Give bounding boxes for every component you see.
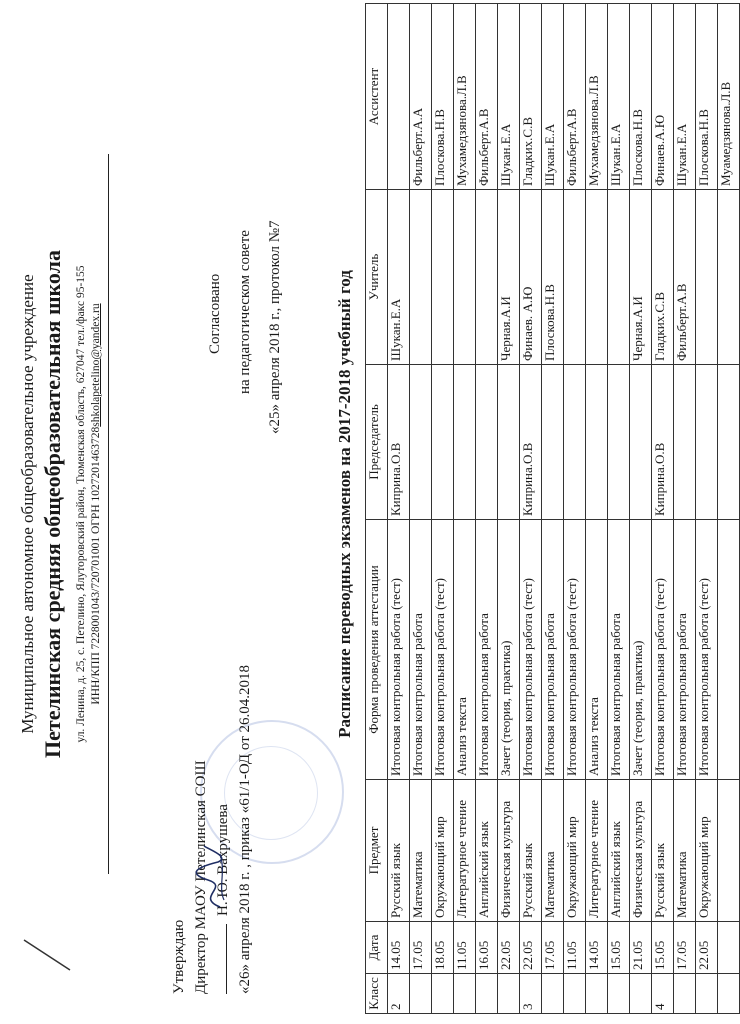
- cell-subject: [718, 780, 740, 922]
- cell-subject: Литературное чтение: [586, 780, 608, 922]
- table-row: [388, 4, 410, 1014]
- cell-assistant: Шукан.Е.А: [542, 4, 564, 190]
- cell-teacher: Плоскова.Н.В: [542, 190, 564, 365]
- cell-date: 22.05: [498, 922, 520, 974]
- cell-chair: [410, 365, 432, 520]
- cell-class: [586, 974, 608, 1014]
- cell-chair: [718, 365, 740, 520]
- table-row: [564, 4, 586, 1014]
- school-requisites: [90, 44, 102, 964]
- cell-form: Зачет (теория, практика): [498, 520, 520, 780]
- cell-subject: Математика: [542, 780, 564, 922]
- cell-chair: [564, 365, 586, 520]
- col-header-teacher: Учитель: [366, 190, 388, 365]
- cell-teacher: Шукан.Е.А: [388, 190, 410, 365]
- cell-form: Анализ текста: [454, 520, 476, 780]
- cell-teacher: [586, 190, 608, 365]
- cell-chair: [630, 365, 652, 520]
- table-row: [652, 4, 674, 1014]
- table-header-row: [366, 4, 388, 1014]
- cell-assistant: Шукан.Е.А: [608, 4, 630, 190]
- cell-class: [542, 974, 564, 1014]
- cell-subject: Окружающий мир: [564, 780, 586, 922]
- cell-form: Анализ текста: [586, 520, 608, 780]
- approval-order: «26» апреля 2018 г. , приказ «61/1-ОД от 26.04.2018: [237, 664, 253, 994]
- header-divider: [108, 154, 109, 874]
- cell-date: 22.05: [520, 922, 542, 974]
- cell-form: [718, 520, 740, 780]
- col-header-subject: Предмет: [366, 780, 388, 922]
- cell-chair: [454, 365, 476, 520]
- col-header-assistant: Ассистент: [366, 4, 388, 190]
- cell-chair: [542, 365, 564, 520]
- email-link[interactable]: shkolapetelino@yandex.ru: [90, 303, 102, 427]
- cell-chair: [432, 365, 454, 520]
- cell-subject: Русский язык: [520, 780, 542, 922]
- org-name: Муниципальное автономное общеобразовательное учреждение: [18, 274, 37, 734]
- cell-date: 15.05: [652, 922, 674, 974]
- cell-form: Зачет (теория, практика): [630, 520, 652, 780]
- cell-form: Итоговая контрольная работа (тест): [696, 520, 718, 780]
- cell-class: 4: [652, 974, 674, 1014]
- table-row: [476, 4, 498, 1014]
- table-body: [388, 4, 740, 1014]
- cell-assistant: Финаев.А.Ю: [652, 4, 674, 190]
- cell-date: [718, 922, 740, 974]
- approval-signer: Н. Ю. Вахрушева: [215, 804, 231, 916]
- cell-chair: Киприна.О.В: [388, 365, 410, 520]
- cell-date: 22.05: [696, 922, 718, 974]
- cell-form: Итоговая контрольная работа: [476, 520, 498, 780]
- cell-date: 15.05: [608, 922, 630, 974]
- cell-form: Итоговая контрольная работа (тест): [388, 520, 410, 780]
- cell-date: 17.05: [542, 922, 564, 974]
- cell-class: 2: [388, 974, 410, 1014]
- cell-form: Итоговая контрольная работа: [674, 520, 696, 780]
- cell-assistant: Шукан.Е.А: [674, 4, 696, 190]
- agreed-line2: «25» апреля 2018 г., протокол №7: [267, 220, 283, 434]
- table-row: [432, 4, 454, 1014]
- cell-class: [630, 974, 652, 1014]
- cell-teacher: [718, 190, 740, 365]
- agreed-line1: на педагогическом совете: [237, 230, 253, 394]
- pen-stroke: [20, 934, 80, 974]
- col-header-form: Форма проведения аттестации: [366, 520, 388, 780]
- col-header-chair: Председатель: [366, 365, 388, 520]
- cell-chair: [498, 365, 520, 520]
- cell-teacher: [476, 190, 498, 365]
- cell-teacher: Черная.А.И: [630, 190, 652, 365]
- cell-teacher: [608, 190, 630, 365]
- cell-chair: Киприна.О.В: [652, 365, 674, 520]
- cell-subject: Математика: [410, 780, 432, 922]
- table-row: [630, 4, 652, 1014]
- cell-class: [498, 974, 520, 1014]
- cell-class: [454, 974, 476, 1014]
- table-row: [454, 4, 476, 1014]
- exam-schedule-table: [365, 3, 740, 1014]
- cell-form: Итоговая контрольная работа (тест): [520, 520, 542, 780]
- cell-class: 3: [520, 974, 542, 1014]
- cell-chair: [674, 365, 696, 520]
- table-row: [608, 4, 630, 1014]
- cell-date: 21.05: [630, 922, 652, 974]
- cell-teacher: [454, 190, 476, 365]
- table-row: [498, 4, 520, 1014]
- cell-teacher: [432, 190, 454, 365]
- cell-date: 11.05: [454, 922, 476, 974]
- school-address: ул. Ленина, д. 25, с. Петелино, Ялуторовский район, Тюменская область, 627047 тел./факс 95-155: [75, 265, 87, 743]
- cell-subject: Математика: [674, 780, 696, 922]
- cell-form: Итоговая контрольная работа (тест): [652, 520, 674, 780]
- cell-class: [432, 974, 454, 1014]
- cell-class: [696, 974, 718, 1014]
- cell-assistant: Плоскова.Н.В: [696, 4, 718, 190]
- cell-assistant: Мухамедзянова.Л.В: [586, 4, 608, 190]
- cell-date: 11.05: [564, 922, 586, 974]
- cell-assistant: Фильберт.А.В: [564, 4, 586, 190]
- col-header-class: Класс: [366, 974, 388, 1014]
- cell-chair: Киприна.О.В: [520, 365, 542, 520]
- cell-teacher: [410, 190, 432, 365]
- cell-subject: Английский язык: [476, 780, 498, 922]
- cell-assistant: Мухамедзянова.Л.В: [454, 4, 476, 190]
- cell-assistant: Гладких.С.В: [520, 4, 542, 190]
- cell-teacher: [696, 190, 718, 365]
- schedule-title: Расписание переводных экзаменов на 2017-2018 учебный год: [335, 270, 354, 738]
- cell-assistant: Фильберт.А.А: [410, 4, 432, 190]
- cell-assistant: Фильберт.А.В: [476, 4, 498, 190]
- cell-teacher: Финаев. А.Ю: [520, 190, 542, 365]
- table-row: [586, 4, 608, 1014]
- cell-teacher: Гладких.С.В: [652, 190, 674, 365]
- requisites-text: ИНН/КПП 7228001043/720701001 ОГРН 1027201463728: [90, 426, 102, 705]
- cell-assistant: [388, 4, 410, 190]
- cell-subject: Английский язык: [608, 780, 630, 922]
- agreed-block: [200, 34, 290, 514]
- table-row: [696, 4, 718, 1014]
- agreed-heading: Согласовано: [207, 273, 223, 354]
- cell-form: Итоговая контрольная работа: [608, 520, 630, 780]
- cell-form: Итоговая контрольная работа (тест): [564, 520, 586, 780]
- approval-heading: Утверждаю: [171, 919, 187, 994]
- cell-date: 17.05: [410, 922, 432, 974]
- table-row: [410, 4, 432, 1014]
- cell-subject: Русский язык: [388, 780, 410, 922]
- cell-class: [718, 974, 740, 1014]
- cell-date: 18.05: [432, 922, 454, 974]
- cell-subject: Окружающий мир: [696, 780, 718, 922]
- table-row: [542, 4, 564, 1014]
- cell-subject: Физическая культура: [498, 780, 520, 922]
- cell-class: [564, 974, 586, 1014]
- cell-teacher: [564, 190, 586, 365]
- cell-subject: Литературное чтение: [454, 780, 476, 922]
- cell-subject: Русский язык: [652, 780, 674, 922]
- cell-form: Итоговая контрольная работа: [542, 520, 564, 780]
- cell-date: 17.05: [674, 922, 696, 974]
- cell-class: [674, 974, 696, 1014]
- cell-form: Итоговая контрольная работа (тест): [432, 520, 454, 780]
- cell-subject: Физическая культура: [630, 780, 652, 922]
- table-row: [674, 4, 696, 1014]
- cell-chair: [586, 365, 608, 520]
- cell-form: Итоговая контрольная работа: [410, 520, 432, 780]
- cell-assistant: Шукан.Е.А: [498, 4, 520, 190]
- table-row: [520, 4, 542, 1014]
- cell-assistant: Плоскова.Н.В: [630, 4, 652, 190]
- cell-date: 14.05: [586, 922, 608, 974]
- approval-block: [168, 574, 256, 994]
- cell-class: [476, 974, 498, 1014]
- cell-date: 14.05: [388, 922, 410, 974]
- cell-assistant: Муамедзянова.Л.В: [718, 4, 740, 190]
- school-name: Петелинская средняя общеобразовательная школа: [40, 250, 65, 758]
- cell-chair: [696, 365, 718, 520]
- signature-mark: [190, 842, 235, 912]
- cell-teacher: Черная.А.И: [498, 190, 520, 365]
- cell-chair: [608, 365, 630, 520]
- col-header-date: Дата: [366, 922, 388, 974]
- cell-subject: Окружающий мир: [432, 780, 454, 922]
- cell-chair: [476, 365, 498, 520]
- cell-date: 16.05: [476, 922, 498, 974]
- cell-teacher: Фильберт.А.В: [674, 190, 696, 365]
- cell-class: [410, 974, 432, 1014]
- cell-assistant: Плоскова.Н.В: [432, 4, 454, 190]
- table-row: [718, 4, 740, 1014]
- cell-class: [608, 974, 630, 1014]
- approval-signer-line: [212, 574, 234, 994]
- approval-position: Директор МАОУ Петелинская СОШ: [193, 760, 209, 994]
